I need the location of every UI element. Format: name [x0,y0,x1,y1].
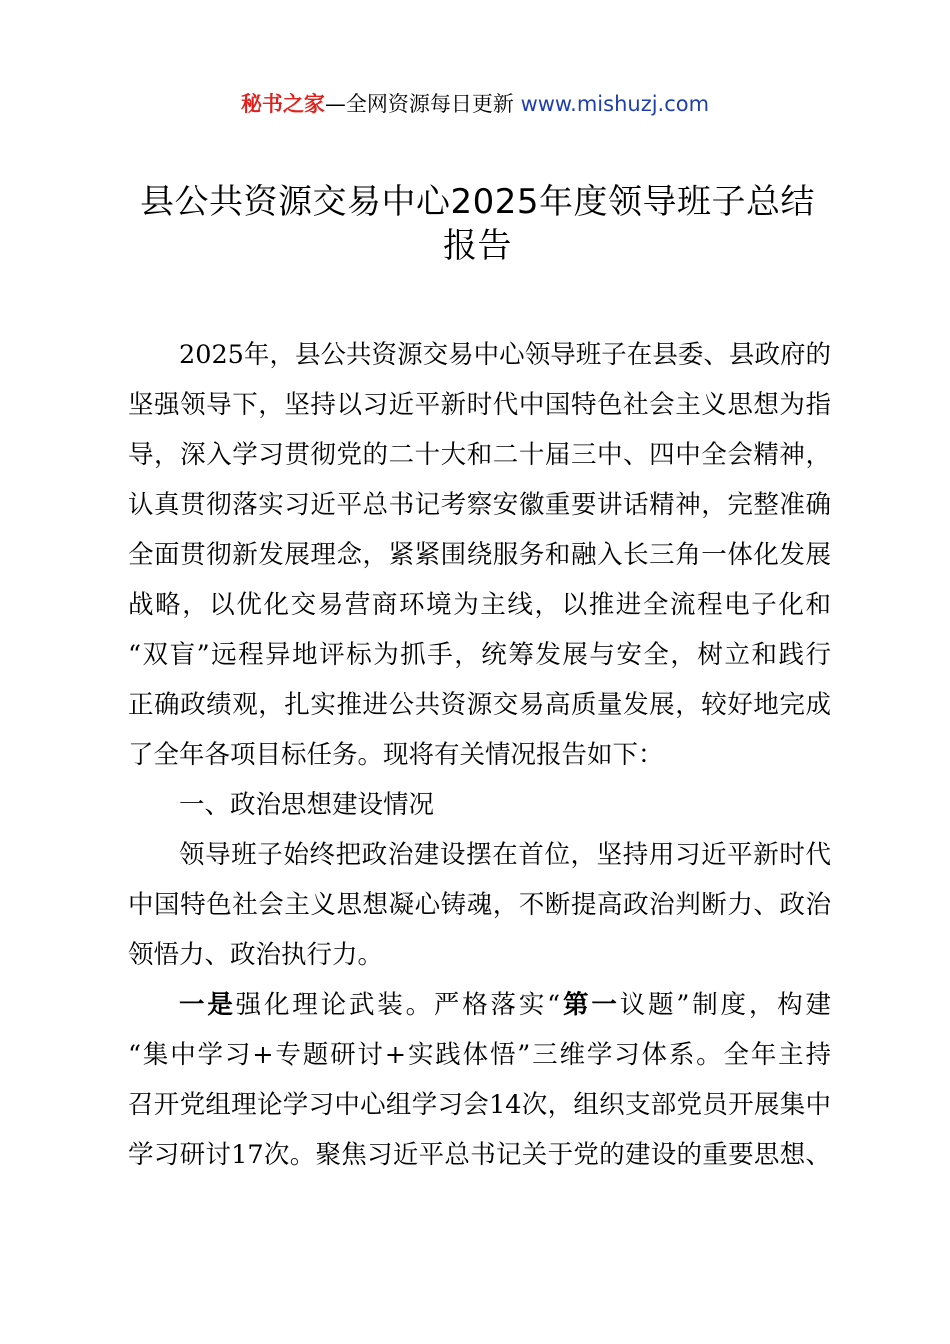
header-tagline: —全网资源每日更新 [324,92,521,116]
intro-line: 正确政绩观，扎实推进公共资源交易高质量发展，较好地完成 [128,690,831,720]
point-lead: 一是 [179,990,236,1020]
point-emphasis: 第一 [560,990,620,1020]
point-first-line [128,980,831,1030]
section-para-line: 领悟力、政治执行力。 [128,940,384,970]
brand-name: 秘书之家 [240,92,325,116]
point-line: 召开党组理论学习中心组学习会14次，组织支部党员开展集中 [128,1090,831,1120]
intro-line: 2025年，县公共资源交易中心领导班子在县委、县政府的 [179,340,831,370]
intro-line: 了全年各项目标任务。现将有关情况报告如下： [128,740,664,770]
intro-line: 坚强领导下，坚持以习近平新时代中国特色社会主义思想为指 [128,390,831,420]
title-line-2: 报告 [443,226,512,266]
intro-line: 全面贯彻新发展理念，紧紧围绕服务和融入长三角一体化发展 [128,540,831,570]
section-para-line: 中国特色社会主义思想凝心铸魂，不断提高政治判断力、政治 [128,890,831,920]
point-text: 议题”制度，构建 [619,990,831,1020]
intro-line: 战略，以优化交易营商环境为主线，以推进全流程电子化和 [128,590,831,620]
site-header [0,88,950,120]
point-line: “集中学习+专题研讨+实践体悟”三维学习体系。全年主持 [128,1040,831,1070]
point-text: 强化理论武装。严格落实“ [235,990,561,1020]
intro-line: “双盲”远程异地评标为抓手，统筹发展与安全，树立和践行 [128,640,831,670]
point-line: 学习研讨17次。聚焦习近平总书记关于党的建设的重要思想、 [128,1140,831,1170]
section-para-line: 领导班子始终把政治建设摆在首位，坚持用习近平新时代 [179,840,831,870]
document-title [125,180,830,268]
document-body [128,330,831,1180]
title-line-1: 县公共资源交易中心2025年度领导班子总结 [139,182,816,222]
section-heading: 一、政治思想建设情况 [179,790,435,820]
site-url-link[interactable]: www.mishuzj.com [520,92,710,116]
intro-line: 导，深入学习贯彻党的二十大和二十届三中、四中全会精神， [128,440,831,470]
intro-line: 认真贯彻落实习近平总书记考察安徽重要讲话精神，完整准确 [128,490,831,520]
